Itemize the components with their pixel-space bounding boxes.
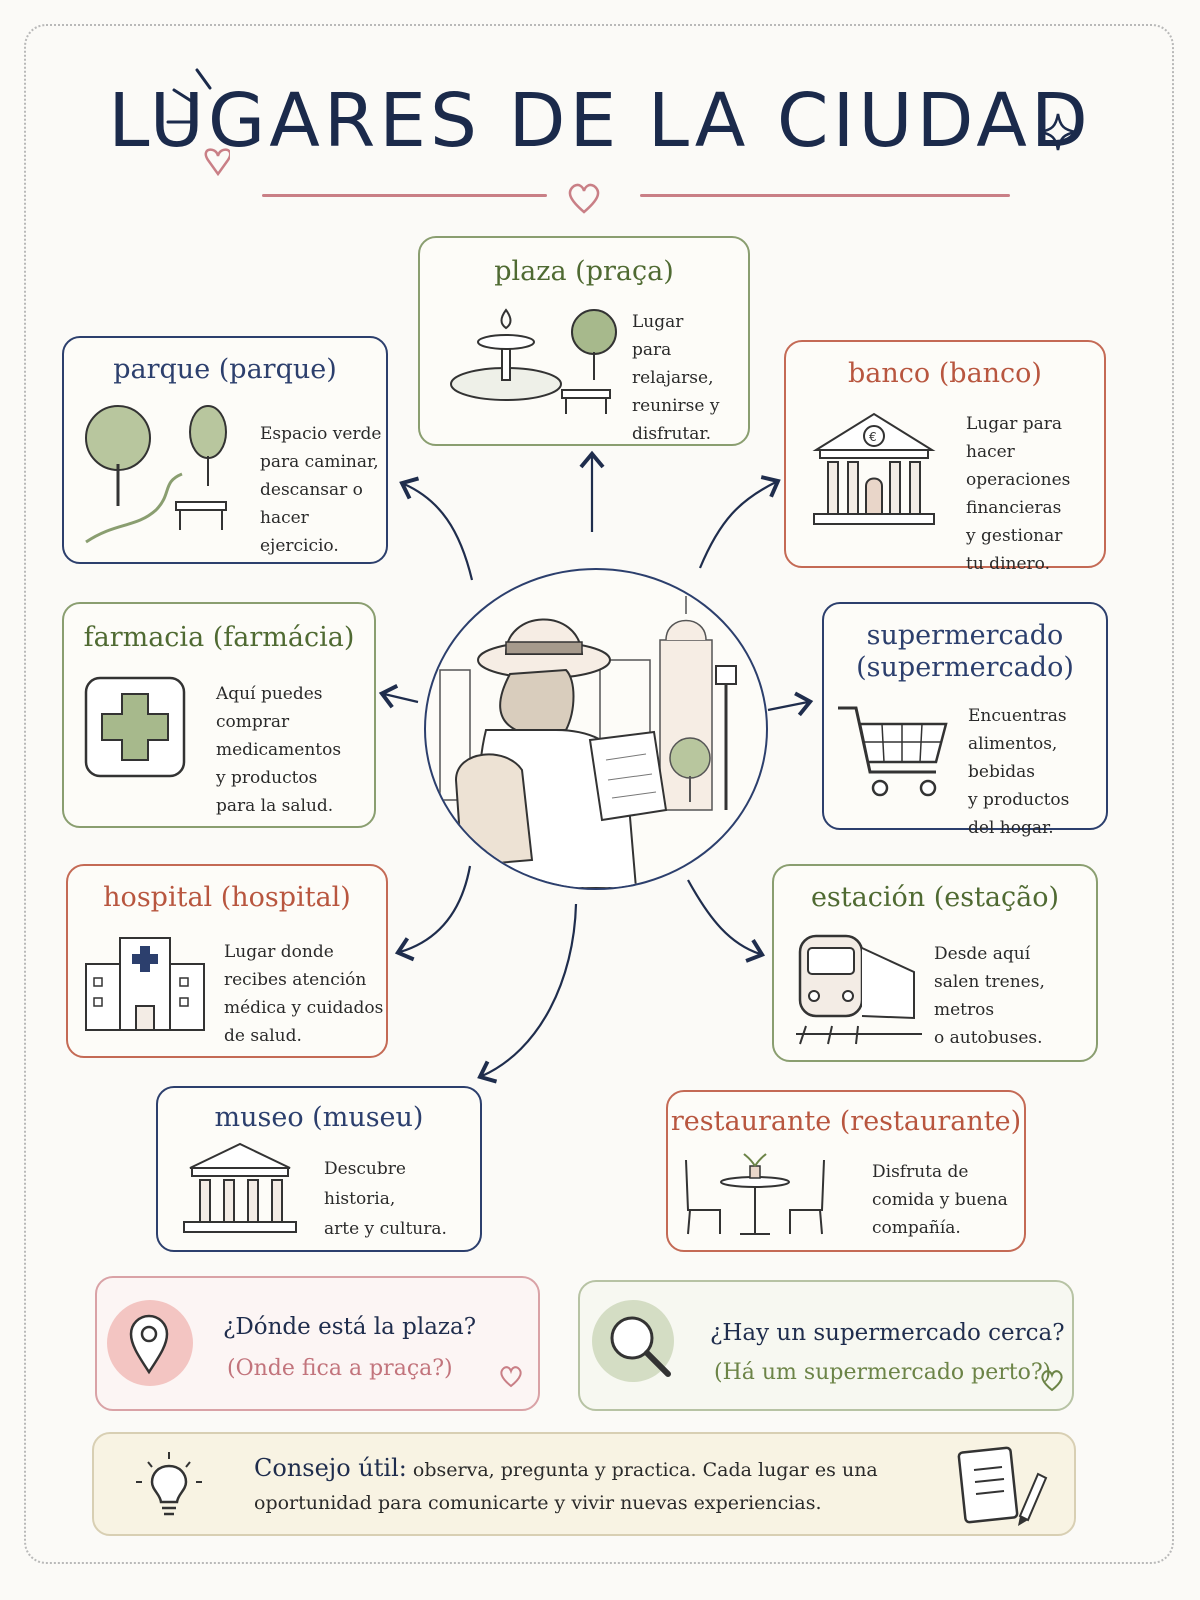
svg-text:€: € — [869, 430, 877, 444]
tip-label: Consejo útil: — [254, 1454, 407, 1482]
card-desc: Descubre historia, arte y cultura. — [324, 1159, 447, 1239]
heart-icon — [1038, 1368, 1066, 1394]
card-desc: Espacio verde para caminar, descansar o hacer ejercicio. — [260, 424, 382, 556]
card-desc: Disfruta de comida y buena compañía. — [872, 1162, 1008, 1238]
card-museo — [156, 1086, 482, 1252]
heart-icon — [497, 1364, 525, 1390]
card-hospital — [66, 864, 388, 1058]
page-title: LUGARES DE LA CIUDAD — [108, 78, 1092, 164]
question-text: ¿Dónde está la plaza? — [223, 1314, 477, 1340]
card-desc: Aquí puedes comprar medicamentos y productos para la salud. — [216, 684, 342, 816]
card-plaza — [418, 236, 750, 446]
card-desc: Lugar para relajarse, reunirse y disfrutar. — [632, 312, 720, 444]
card-desc: Desde aquí salen trenes, metros o autobuses. — [934, 944, 1045, 1048]
tip-text — [254, 1452, 914, 1520]
card-desc: Encuentras alimentos, bebidas y productos del hogar. — [968, 706, 1070, 838]
traveler-with-map-icon — [426, 570, 766, 888]
card-title: banco (banco) — [848, 358, 1042, 389]
traveler-illustration — [424, 568, 768, 890]
card-title: farmacia (farmácia) — [83, 622, 355, 653]
fountain-icon — [444, 300, 624, 430]
card-title: hospital (hospital) — [103, 882, 351, 913]
card-restaurante — [666, 1090, 1026, 1252]
card-title: parque (parque) — [113, 354, 337, 385]
shopping-cart-icon — [836, 702, 952, 806]
museum-building-icon — [176, 1140, 306, 1240]
question-text: ¿Hay un supermercado cerca? — [710, 1320, 1065, 1346]
card-supermercado — [822, 602, 1108, 838]
card-title: supermercado (supermercado) — [856, 620, 1074, 683]
question-card-supermercado — [578, 1280, 1074, 1411]
question-card-plaza — [95, 1276, 540, 1411]
card-desc: Lugar donde recibes atención médica y cuidados de salud. — [224, 942, 384, 1046]
magnifier-icon — [602, 1308, 682, 1388]
train-icon — [792, 928, 932, 1048]
card-desc: Lugar para hacer operaciones financieras y gestionar tu dinero. — [966, 414, 1071, 574]
restaurant-table-icon — [680, 1150, 830, 1242]
card-title: plaza (praça) — [494, 256, 674, 287]
bank-building-icon — [806, 406, 946, 536]
card-parque — [62, 336, 388, 564]
card-title: estación (estação) — [810, 882, 1060, 913]
question-translation: (Onde fica a praça?) — [227, 1356, 453, 1381]
location-pin-icon — [127, 1312, 171, 1376]
question-translation: (Há um supermercado perto?) — [714, 1360, 1052, 1385]
card-title: restaurante (restaurante) — [670, 1106, 1022, 1137]
pharmacy-cross-icon — [84, 676, 188, 780]
card-estacion — [772, 864, 1098, 1062]
hospital-building-icon — [80, 928, 210, 1038]
card-banco — [784, 340, 1106, 574]
tip-banner — [92, 1432, 1076, 1536]
card-title: museo (museu) — [214, 1102, 424, 1133]
lightbulb-icon — [134, 1450, 204, 1520]
tip-body: observa, pregunta y practica. Cada lugar es una oportunidad para comunicarte y vivir nuevas experiencias. — [254, 1459, 878, 1514]
notebook-pen-icon — [954, 1444, 1054, 1530]
park-trees-icon — [76, 402, 256, 552]
card-farmacia — [62, 602, 376, 828]
